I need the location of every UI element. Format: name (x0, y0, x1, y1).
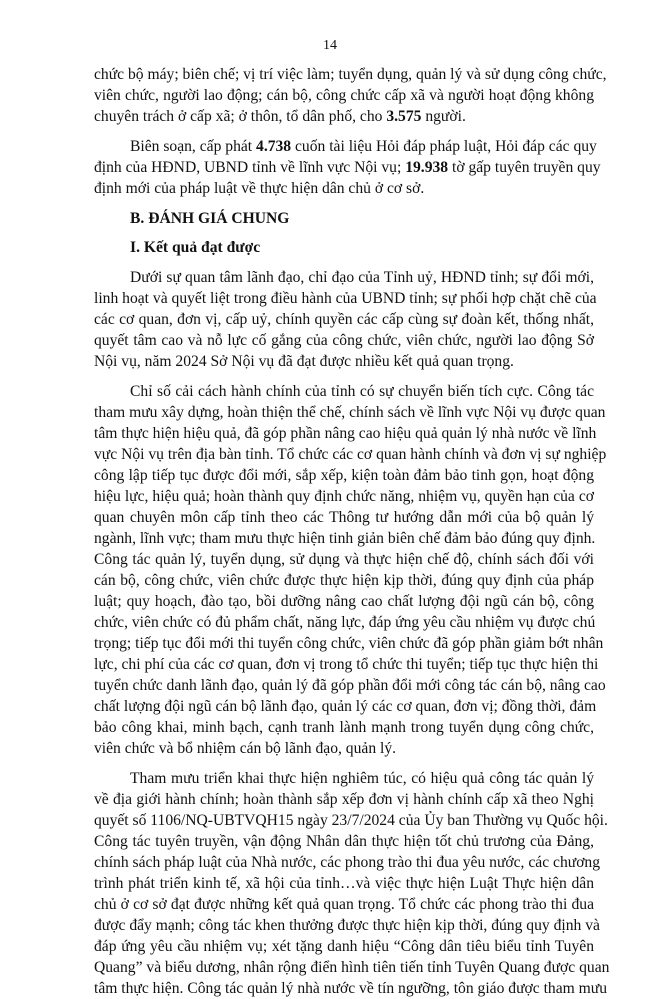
text-line: viên chức, người lao động; cán bộ, công chức cấp xã và người hoạt động không (94, 87, 594, 104)
paragraph-staff-training (94, 64, 607, 127)
text-line: chức, viên chức có đủ phẩm chất, năng lực, đáp ứng yêu cầu nhiệm vụ được chú (94, 614, 596, 631)
text-line: chất lượng đội ngũ cán bộ lãnh đạo, quản lý các cơ quan, đơn vị; đồng thời, đảm (94, 698, 597, 715)
text-line: quyết tâm cao và nỗ lực cố gắng của công chức, viên chức, người lao động Sở (94, 332, 594, 349)
text-line: trình phát triển kinh tế, xã hội của tỉnh…và việc thực hiện Luật Thực hiện dân (94, 875, 594, 892)
text-line: Công tác quản lý, tuyển dụng, sử dụng và thực hiện chế độ, chính sách đối với (94, 551, 594, 568)
text-line: các cơ quan, đơn vị, cấp uỷ, chính quyền các cấp cùng sự đoàn kết, thống nhất, (94, 311, 594, 328)
text-line: Quang” và biểu dương, nhân rộng điển hình tiên tiến tỉnh Tuyên Quang được quan (94, 959, 610, 976)
text-line: công lập tiếp tục được đổi mới, sắp xếp, kiện toàn đảm bảo tinh gọn, hoạt động (94, 467, 594, 484)
text-line: chức bộ máy; biên chế; vị trí việc làm; tuyển dụng, quản lý và sử dụng công chức, (94, 66, 607, 83)
text-line: ngành, lĩnh vực; tham mưu thực hiện tinh giản biên chế đảm bảo đúng quy định. (94, 530, 596, 547)
text-line: tâm thực hiện hiệu quả, đã góp phần nâng cao hiệu quả quản lý nhà nước về lĩnh (94, 425, 597, 442)
text-line: quan chuyên môn cấp tỉnh theo các Thông tư hướng dẫn mới của bộ quản lý (94, 509, 594, 526)
text-line: chính sách pháp luật của Nhà nước, các phong trào thi đua yêu nước, các chương (94, 854, 601, 871)
text-line: Công tác tuyên truyền, vận động Nhân dân thực hiện tốt chủ trương của Đảng, (94, 833, 594, 850)
text-line: về địa giới hành chính; hoàn thành sắp xếp đơn vị hành chính cấp xã theo Nghị (94, 791, 594, 808)
text-line: tuyển chức danh lãnh đạo, quản lý đã góp phần đổi mới công tác cán bộ, nâng cao (94, 677, 606, 694)
paragraph-leadership (94, 267, 597, 372)
text-line: Chỉ số cải cách hành chính của tỉnh có sự chuyển biến tích cực. Công tác (130, 383, 594, 400)
text-line: cán bộ, công chức, viên chức được thực hiện kịp thời, đúng quy định của pháp (94, 572, 594, 589)
bold-number: 19.938 (405, 159, 449, 176)
document-body (94, 64, 610, 999)
text-line: Nội vụ, năm 2024 Sở Nội vụ đã đạt được nhiều kết quả quan trọng. (94, 353, 514, 370)
text-line: vực Nội vụ trên địa bàn tỉnh. Tổ chức các cơ quan hành chính và đơn vị sự nghiệp (94, 446, 607, 463)
paragraph-publications (94, 136, 601, 199)
paragraph-admin-reform (94, 381, 607, 759)
section-heading-b: B. ĐÁNH GIÁ CHUNG (130, 210, 290, 227)
text-line: chuyên trách ở cấp xã; ở thôn, tổ dân phố, cho 3.575 người. (94, 108, 466, 125)
text-line: Dưới sự quan tâm lãnh đạo, chỉ đạo của Tỉnh uỷ, HĐND tỉnh; sự đổi mới, (130, 269, 594, 286)
text-line: hiệu lực, hiệu quả; hoàn thành quy định chức năng, nhiệm vụ, quyền hạn của cơ (94, 488, 594, 505)
text-line: luật; quy hoạch, đào tạo, bồi dưỡng nâng cao chất lượng đội ngũ cán bộ, công (94, 593, 594, 610)
text-line: định của HĐND, UBND tỉnh về lĩnh vực Nội vụ; 19.938 tờ gấp tuyên truyền quy (94, 159, 601, 176)
text-line: chủ ở cơ sở đạt được những kết quả quan trọng. Tổ chức các phong trào thi đua (94, 896, 594, 913)
text-line: được đẩy mạnh; công tác khen thưởng được thực hiện kịp thời, đúng quy định và (94, 917, 600, 934)
text-line: định mới của pháp luật về thực hiện dân chủ ở cơ sở. (94, 180, 425, 197)
text-line: tâm thực hiện. Công tác quản lý nhà nước về tín ngưỡng, tôn giáo được tham mưu (94, 980, 608, 997)
text-line: Biên soạn, cấp phát 4.738 cuốn tài liệu Hỏi đáp pháp luật, Hỏi đáp các quy (130, 138, 597, 155)
text-line: quyết số 1106/NQ-UBTVQH15 ngày 23/7/2024 của Ủy ban Thường vụ Quốc hội. (94, 812, 608, 829)
bold-number: 4.738 (256, 138, 292, 155)
text-line: lực, chi phí của các cơ quan, đơn vị trong tổ chức thi tuyển; tiếp tục thực hiện thi (94, 656, 599, 673)
text-line: linh hoạt và quyết liệt trong điều hành của UBND tỉnh; sự phối hợp chặt chẽ của (94, 290, 597, 307)
bold-number: 3.575 (386, 108, 422, 125)
text-line: viên chức và bổ nhiệm cán bộ lãnh đạo, quản lý. (94, 740, 397, 757)
text-line: Tham mưu triển khai thực hiện nghiêm túc, có hiệu quả công tác quản lý (130, 770, 594, 787)
text-line: đáp ứng yêu cầu nhiệm vụ; xét tặng danh hiệu “Công dân tiêu biểu tỉnh Tuyên (94, 938, 594, 955)
text-line: bảo công khai, minh bạch, cạnh tranh lành mạnh trong tuyển dụng công chức, (94, 719, 594, 736)
text-line: tham mưu xây dựng, hoàn thiện thể chế, chính sách về lĩnh vực Nội vụ được quan (94, 404, 606, 421)
page-number: 14 (323, 38, 337, 53)
section-heading-i: I. Kết quả đạt được (130, 239, 261, 256)
paragraph-boundaries (94, 768, 610, 999)
text-line: trọng; tiếp tục đổi mới thi tuyển công chức, viên chức đã góp phần giảm bớt nhân (94, 635, 604, 652)
